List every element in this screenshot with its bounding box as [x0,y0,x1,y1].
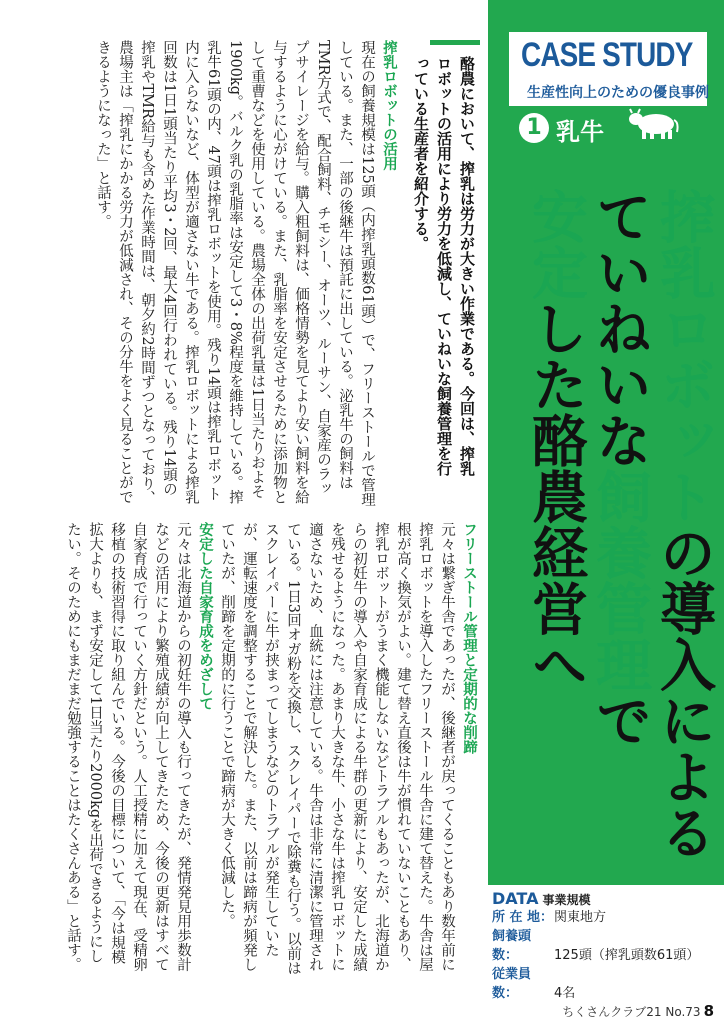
bottom-body-1: 元々は繋ぎ牛舎であったが、後継者が戻ってくることもあり数年前に搾乳ロボットを導入したフリーストール牛舎に建て替えた。牛舎は屋根が高く換気がよい。建て替え直後は牛が慣れていないこともあり、搾乳ロボットがうまく機能しないなどトラブルもあったが、北海道からの初妊牛の導入や自家育成による牛群の更新により、安定した成績を残せるようになった。あまり大きな牛、小さな牛は搾乳ロボットに適さないため、血統には注意している。牛舎は非常に清潔に管理されている。1日3回オガ粉を交換し、スクレイパーで除糞も行う。以前はスクレイパーに牛が挟まってしまうなどのトラブルが発生していたが、運転速度を調整することで解決した。また、以前は蹄病が頻発していたが、削蹄を定期的に行うことで蹄病が大きく低減した。 [219,522,455,976]
bottom-heading-1: フリーストール管理と定期的な削蹄 [461,522,477,754]
magazine-name: ちくさんクラブ21 No.73 [562,1005,701,1019]
case-study-subtitle: 生産性向上のための優良事例 [527,85,709,101]
data-box [488,885,724,1007]
data-title-text: DATA [492,889,539,908]
category-number-badge: 1 [519,113,549,143]
cow-icon [628,108,680,140]
page-number: 8 [703,1002,714,1020]
bottom-body-2: 元々は北海道からの初妊牛の導入も行ってきたが、発情発見用歩数計などの活用により繁殖成績が向上してきたため、今後の更新はすべて自家育成で行っていく方針だという。人工授精に加えて現在、受精卵移植の技術習得に取り組んでいる。今後の目標について、「今は規模拡大よりも、まず安定して1日当たり2000kgを出荷できるようにしたい。そのためにもまだまだ勉強することはたくさんある」と話す。 [65,522,191,972]
headline-line-3: 安定した酪農経営へ [523,188,588,692]
page-footer [562,1002,714,1020]
category-label: 乳牛 [556,118,604,146]
lead-bar [430,40,480,45]
top-section-body: 現在の飼養規模は125頭（内搾乳頭数61頭）で、フリーストールで管理している。また、一部の後継牛は預託に出している。泌乳牛の飼料はTMR方式で、配合飼料、チモシー、オーツ、ルーサン、自家産のラップサイレージを給与。購入粗飼料は、価格情勢を見てより安い飼料を給与するように心がけている。また、乳脂率を安定させるために添加物として重曹などを使用している。農場全体の出荷乳量は1日当たりおよそ1900kg。バルク乳の乳脂率は安定して3・8%程度を維持している。搾乳牛61頭の内、47頭は搾乳ロボットを使用。残り14頭は搾乳ロボット内に入らないなど、体型が適さない牛である。搾乳ロボットによる搾乳回数は1日1頭当たり平均3・2回、最大4回行われている。残り14頭の搾乳やTMR給与も含めた作業時間は、朝夕約2時間ずつとなっており、農場主は「搾乳にかかる労力が低減され、その分牛をよく見ることができるようになった」と話す。 [95,40,375,507]
top-section [55,40,400,510]
bottom-heading-2: 安定した自家育成をめざして [197,522,213,711]
top-section-heading: 搾乳ロボットの活用 [381,40,397,171]
headline-line-2: ていねいな飼養管理で [587,188,652,748]
bottom-section [60,522,480,977]
data-row: 従業員数： 4名 [492,967,576,1001]
data-row: 飼養頭数： 125頭（搾乳頭数61頭） [492,929,700,963]
data-title [492,889,724,908]
headline [522,188,714,988]
data-row: 所 在 地：関東地方 [492,910,607,925]
lead-text: 酪農において、搾乳は労力が大きい作業である。今回は、搾乳ロボットの活用により労力を低減し、ていねいな飼養管理を行っている生産者を紹介する。 [412,56,476,476]
data-subtitle: 事業規模 [542,893,591,907]
headline-line-1: 搾乳ロボットの導入による [651,188,716,860]
case-study-title: CASE STUDY [521,36,693,74]
case-study-box [507,30,709,108]
